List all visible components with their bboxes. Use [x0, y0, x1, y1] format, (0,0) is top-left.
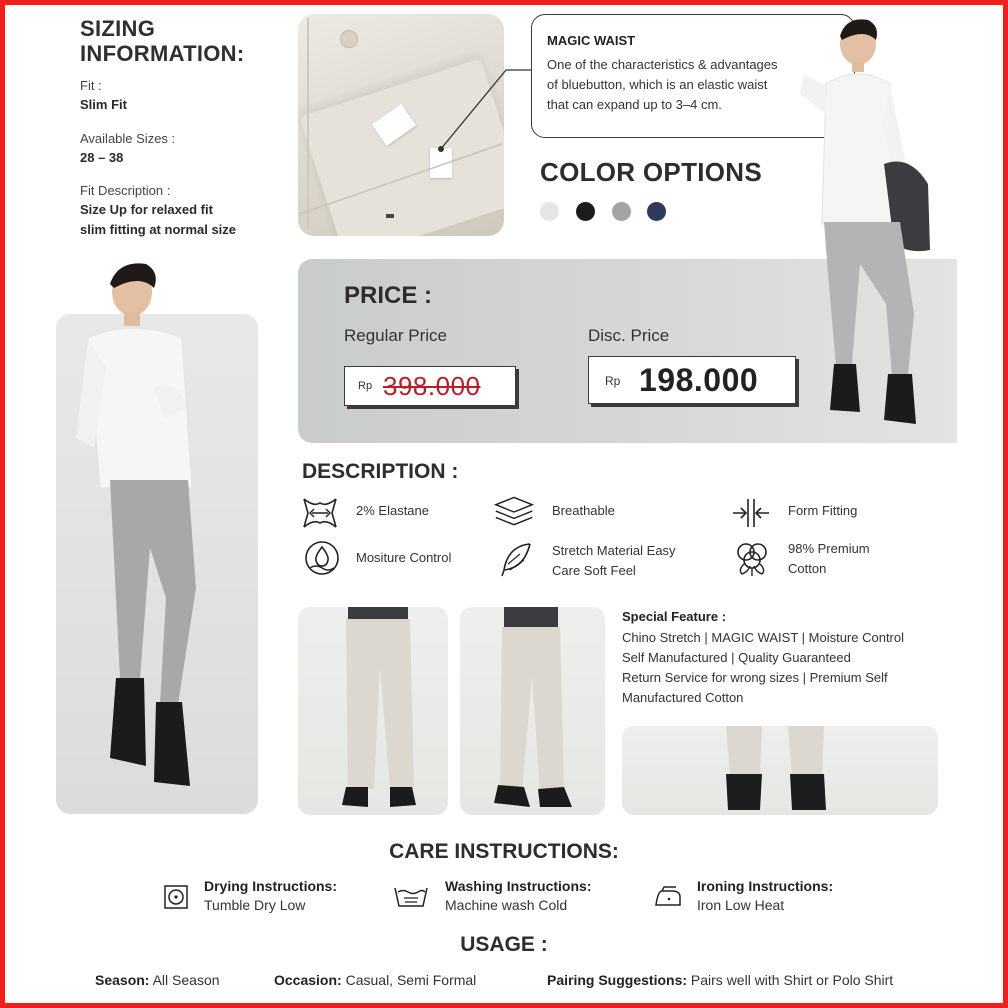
fit-value: Slim Fit — [80, 97, 127, 112]
callout-connector — [438, 68, 533, 152]
disc-price-label: Disc. Price — [588, 326, 670, 345]
color-swatch-navy[interactable] — [647, 202, 666, 221]
iron-icon — [654, 885, 682, 907]
disc-price-box — [588, 356, 796, 404]
water-drop-icon — [302, 538, 342, 578]
cotton-icon — [732, 538, 772, 578]
magic-waist-line2: of bluebutton, which is an elastic waist — [547, 77, 768, 92]
disc-price-currency: Rp — [605, 374, 621, 388]
price-title: PRICE : — [344, 282, 433, 309]
washing-value: Machine wash Cold — [445, 897, 568, 913]
magic-waist-title: MAGIC WAIST — [547, 33, 636, 48]
regular-price-box — [344, 366, 516, 406]
pants-back-photo — [298, 607, 448, 815]
shoes-closeup-photo — [622, 726, 938, 815]
sizing-title: SIZING INFORMATION: — [80, 16, 245, 66]
fit-description-line1: Size Up for relaxed fit — [80, 202, 213, 217]
sizes-value: 28 – 38 — [80, 150, 124, 165]
usage-title: USAGE : — [460, 933, 548, 956]
disc-price-value: 198.000 — [639, 362, 759, 398]
layers-icon — [494, 492, 534, 532]
magic-waist-line3: that can expand up to 3–4 cm. — [547, 97, 722, 112]
feather-icon — [496, 540, 536, 580]
form-fitting-icon — [731, 493, 771, 533]
ironing-value: Iron Low Heat — [697, 897, 785, 913]
usage-pairing: Pairing Suggestions: Pairs well with Shirt or Polo Shirt — [547, 972, 894, 988]
washing-title: Washing Instructions: — [445, 878, 592, 894]
usage-occasion: Occasion: Casual, Semi Formal — [274, 972, 477, 988]
regular-price-label: Regular Price — [344, 326, 447, 345]
feature-moisture-control: Mositure Control — [356, 550, 452, 565]
stretch-icon — [300, 493, 340, 533]
ironing-title: Ironing Instructions: — [697, 878, 834, 894]
magic-waist-line1: One of the characteristics & advantages — [547, 57, 778, 72]
regular-price-currency: Rp — [358, 380, 373, 392]
feature-premium-cotton: 98% Premium Cotton — [788, 541, 870, 576]
tumble-dry-icon — [164, 885, 188, 909]
care-instructions-title: CARE INSTRUCTIONS: — [389, 840, 619, 863]
wash-icon — [394, 884, 428, 908]
model-leaning-photo — [70, 258, 250, 798]
feature-form-fitting: Form Fitting — [788, 503, 858, 518]
pants-side-photo — [460, 607, 605, 815]
drying-title: Drying Instructions: — [204, 878, 338, 894]
feature-breathable: Breathable — [552, 503, 615, 518]
special-feature-title: Special Feature : — [622, 609, 727, 624]
model-standing-photo — [790, 14, 940, 434]
regular-price-value: 398.000 — [383, 371, 481, 401]
fit-label: Fit : — [80, 78, 102, 93]
usage-season: Season: All Season — [95, 972, 220, 988]
feature-elastane: 2% Elastane — [356, 503, 429, 518]
drying-value: Tumble Dry Low — [204, 897, 306, 913]
feature-stretch-material: Stretch Material Easy Care Soft Feel — [552, 543, 676, 578]
fit-description-line2: slim fitting at normal size — [80, 222, 237, 237]
color-swatch-light-grey[interactable] — [540, 202, 559, 221]
color-swatch-grey[interactable] — [612, 202, 631, 221]
color-options-title: COLOR OPTIONS — [540, 157, 763, 187]
sizes-label: Available Sizes : — [80, 131, 176, 146]
special-feature-text: Chino Stretch | MAGIC WAIST | Moisture Control Self Manufactured | Quality Guaranteed Return Service for wrong sizes | Premium Self Manufactured Cotton — [622, 630, 905, 705]
color-swatch-black[interactable] — [576, 202, 595, 221]
description-title: DESCRIPTION : — [302, 460, 459, 483]
fit-description-label: Fit Description : — [80, 183, 171, 198]
